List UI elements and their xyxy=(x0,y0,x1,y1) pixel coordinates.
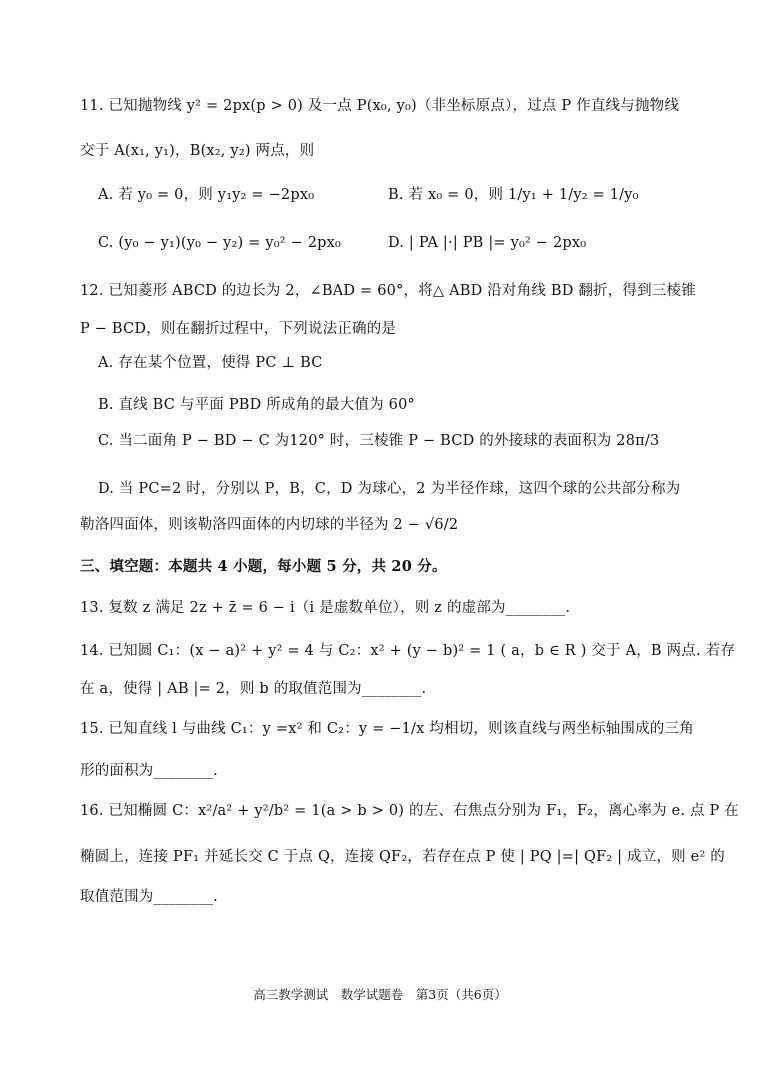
q11-stem-line1: 11. 已知抛物线 y² = 2px(p > 0) 及一点 P(x₀, y₀)（非坐标原点），过点 P 作直线与抛物线 xyxy=(80,98,680,114)
q14-line2: 在 a，使得 | AB |= 2，则 b 的取值范围为________. xyxy=(80,681,427,697)
q16-line3: 取值范围为________. xyxy=(80,889,218,905)
q13: 13. 复数 z 满足 2z + z̄ = 6 − i（i 是虚数单位），则 z 的虚部为________. xyxy=(80,600,571,616)
q11-stem-line2: 交于 A(x₁, y₁)，B(x₂, y₂) 两点，则 xyxy=(80,143,315,159)
q12-option-a: A. 存在某个位置，使得 PC ⊥ BC xyxy=(98,355,323,371)
q15-line2: 形的面积为________. xyxy=(80,763,218,779)
q12-option-d-line2: 勒洛四面体，则该勒洛四面体的内切球的半径为 2 − √6/2 xyxy=(80,517,459,533)
q11-option-a: A. 若 y₀ = 0，则 y₁y₂ = −2px₀ xyxy=(98,187,315,203)
q16-line1: 16. 已知椭圆 C：x²/a² + y²/b² = 1(a > b > 0) 的左、右焦点分别为 F₁，F₂，离心率为 e. 点 P 在 xyxy=(80,803,739,819)
page-footer: 高三教学测试 数学试题卷 第3页（共6页） xyxy=(253,987,507,1002)
q12-stem-line2: P − BCD，则在翻折过程中，下列说法正确的是 xyxy=(80,321,397,337)
q12-stem-line1: 12. 已知菱形 ABCD 的边长为 2，∠BAD = 60°，将△ ABD 沿对角线 BD 翻折，得到三棱锥 xyxy=(80,283,696,299)
q12-option-b: B. 直线 BC 与平面 PBD 所成角的最大值为 60° xyxy=(98,397,415,413)
q12-option-d-line1: D. 当 PC=2 时，分别以 P，B，C，D 为球心，2 为半径作球，这四个球的公共部分称为 xyxy=(98,481,681,497)
section-three-heading: 三、填空题：本题共 4 小题，每小题 5 分，共 20 分。 xyxy=(80,558,447,575)
q15-line1: 15. 已知直线 l 与曲线 C₁：y =x² 和 C₂：y = −1/x 均相切，则该直线与两坐标轴围成的三角 xyxy=(80,721,694,737)
q16-line2: 椭圆上，连接 PF₁ 并延长交 C 于点 Q，连接 QF₂，若存在点 P 使 | PQ |=| QF₂ | 成立，则 e² 的 xyxy=(80,849,725,865)
q11-option-b: B. 若 x₀ = 0，则 1/y₁ + 1/y₂ = 1/y₀ xyxy=(388,187,639,203)
q14-line1: 14. 已知圆 C₁：(x − a)² + y² = 4 与 C₂：x² + (y − b)² = 1 ( a，b ∈ R ) 交于 A，B 两点. 若存 xyxy=(80,643,736,659)
q11-option-d: D. | PA |·| PB |= y₀² − 2px₀ xyxy=(388,235,587,251)
q12-option-c: C. 当二面角 P − BD − C 为120° 时，三棱锥 P − BCD 的外接球的表面积为 28π/3 xyxy=(98,433,660,449)
q11-option-c: C. (y₀ − y₁)(y₀ − y₂) = y₀² − 2px₀ xyxy=(98,235,342,251)
